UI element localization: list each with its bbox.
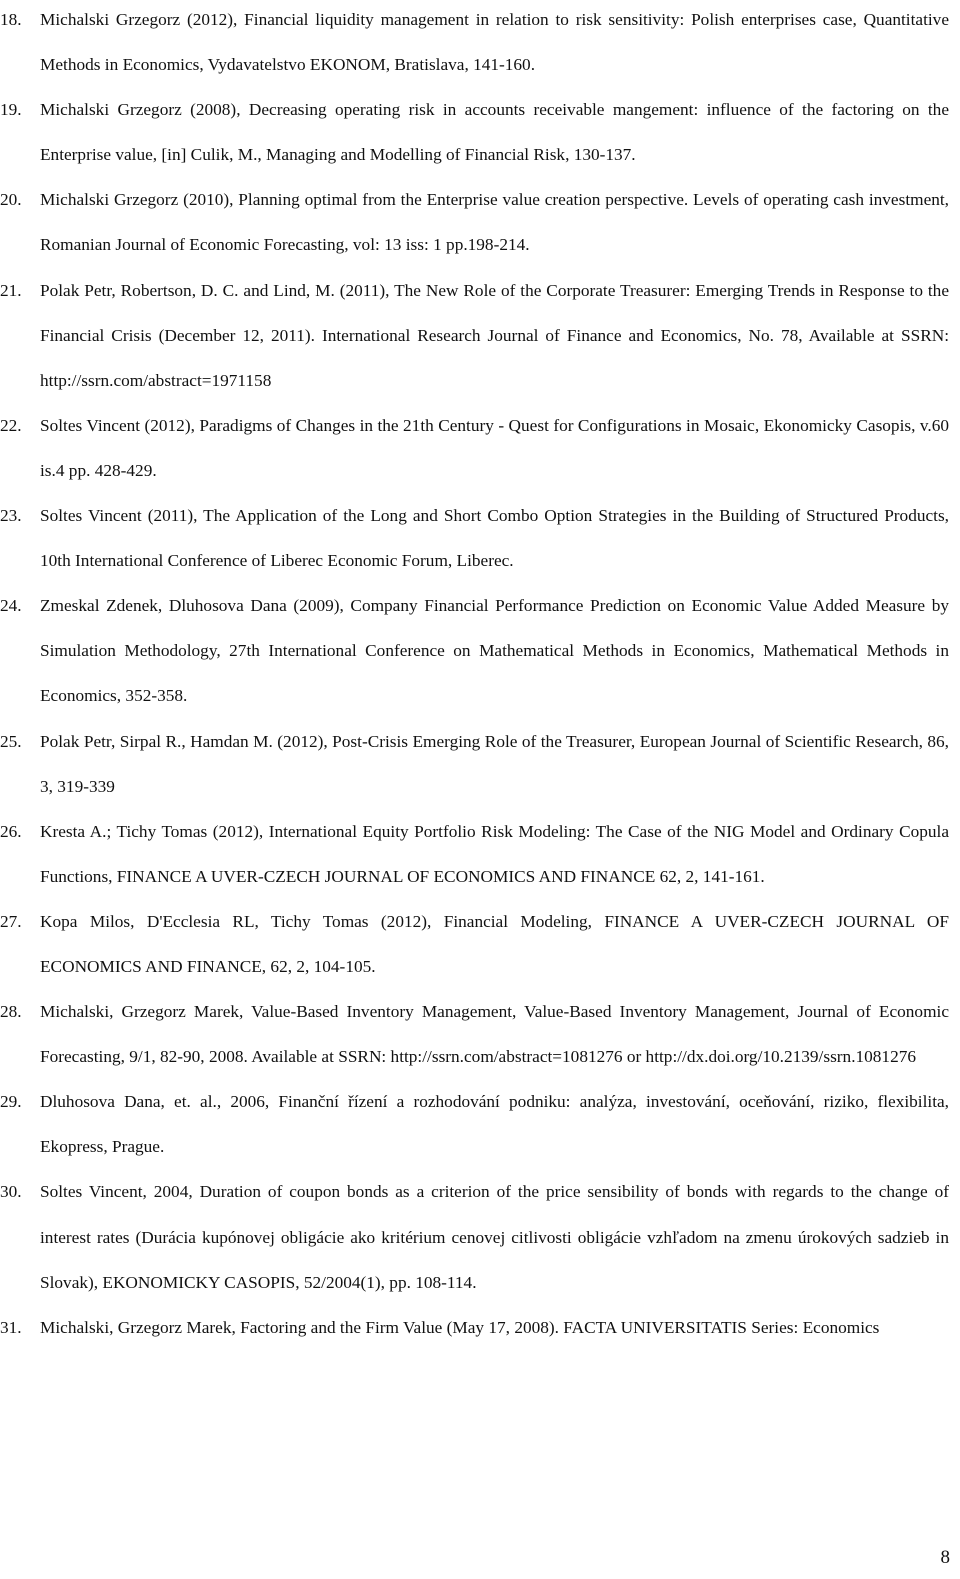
reference-text: Michalski, Grzegorz Marek, Factoring and the Firm Value (May 17, 2008). FACTA UNIVERSITATIS Series: Economics bbox=[40, 1317, 880, 1337]
reference-text: Polak Petr, Robertson, D. C. and Lind, M. (2011), The New Role of the Corporate Treasurer: Emerging Trends in Response to the Financial Crisis (December 12, 2011). International Research Journal of Finance and Economics, No. 78, Available at SSRN: http://ssrn.com/abstract=1971158 bbox=[40, 280, 949, 390]
reference-item bbox=[0, 0, 960, 87]
reference-number: 26. bbox=[0, 821, 22, 841]
reference-text: Polak Petr, Sirpal R., Hamdan M. (2012), Post-Crisis Emerging Role of the Treasurer, European Journal of Scientific Research, 86, 3, 319-339 bbox=[40, 731, 949, 796]
reference-text: Dluhosova Dana, et. al., 2006, Finanční řízení a rozhodování podniku: analýza, investování, oceňování, riziko, flexibilita, Ekopress, Prague. bbox=[40, 1092, 949, 1157]
reference-item bbox=[0, 1169, 960, 1304]
reference-text: Michalski Grzegorz (2012), Financial liquidity management in relation to risk sensitivity: Polish enterprises case, Quantitative Methods in Economics, Vydavatelstvo EKONOM, Bratislava, 141-160. bbox=[40, 10, 949, 75]
reference-text: Kresta A.; Tichy Tomas (2012), International Equity Portfolio Risk Modeling: The Case of the NIG Model and Ordinary Copula Functions, FINANCE A UVER-CZECH JOURNAL OF ECONOMICS AND FINANCE 62, 2, 141-161. bbox=[40, 821, 949, 886]
reference-number: 28. bbox=[0, 1002, 22, 1022]
reference-item bbox=[0, 583, 960, 718]
reference-item bbox=[0, 809, 960, 899]
reference-item bbox=[0, 989, 960, 1079]
reference-text: Soltes Vincent, 2004, Duration of coupon bonds as a criterion of the price sensibility of bonds with regards to the change of interest rates (Durácia kupónovej obligácie ako kritérium cenovej citlivosti obligácie vzhľadom na zmenu úrokových sadzieb in Slovak), EKONOMICKY CASOPIS, 52/2004(1), pp. 108-114. bbox=[40, 1182, 949, 1292]
reference-number: 29. bbox=[0, 1092, 22, 1112]
reference-number: 30. bbox=[0, 1182, 22, 1202]
reference-item bbox=[0, 899, 960, 989]
reference-number: 20. bbox=[0, 190, 22, 210]
reference-item bbox=[0, 719, 960, 809]
reference-number: 22. bbox=[0, 415, 22, 435]
reference-number: 18. bbox=[0, 10, 22, 29]
reference-number: 27. bbox=[0, 911, 22, 931]
reference-item bbox=[0, 177, 960, 267]
reference-number: 31. bbox=[0, 1317, 22, 1337]
reference-item bbox=[0, 493, 960, 583]
reference-item bbox=[0, 1079, 960, 1169]
reference-item bbox=[0, 87, 960, 177]
reference-number: 19. bbox=[0, 100, 22, 120]
reference-text: Soltes Vincent (2012), Paradigms of Changes in the 21th Century - Quest for Configurations in Mosaic, Ekonomicky Casopis, v.60 is.4 pp. 428-429. bbox=[40, 415, 949, 480]
reference-item bbox=[0, 268, 960, 403]
reference-text: Michalski Grzegorz (2008), Decreasing operating risk in accounts receivable mangement: influence of the factoring on the Enterprise value, [in] Culik, M., Managing and Modelling of Financial Risk, 130-137. bbox=[40, 100, 949, 165]
reference-text: Zmeskal Zdenek, Dluhosova Dana (2009), Company Financial Performance Prediction on Economic Value Added Measure by Simulation Methodology, 27th International Conference on Mathematical Methods in Economics, Mathematical Methods in Economics, 352-358. bbox=[40, 596, 949, 706]
reference-text: Soltes Vincent (2011), The Application of the Long and Short Combo Option Strategies in the Building of Structured Products, 10th International Conference of Liberec Economic Forum, Liberec. bbox=[40, 506, 949, 571]
reference-text: Michalski Grzegorz (2010), Planning optimal from the Enterprise value creation perspective. Levels of operating cash investment, Romanian Journal of Economic Forecasting, vol: 13 iss: 1 pp.198-214. bbox=[40, 190, 949, 255]
reference-text: Kopa Milos, D'Ecclesia RL, Tichy Tomas (2012), Financial Modeling, FINANCE A UVER-CZECH JOURNAL OF ECONOMICS AND FINANCE, 62, 2, 104-105. bbox=[40, 911, 949, 976]
reference-text: Michalski, Grzegorz Marek, Value-Based Inventory Management, Value-Based Inventory Management, Journal of Economic Forecasting, 9/1, 82-90, 2008. Available at SSRN: http://ssrn.com/abstract=1081276 or http://dx.doi.org/10.2139/ssrn.1081276 bbox=[40, 1002, 949, 1067]
reference-number: 23. bbox=[0, 506, 22, 526]
reference-number: 25. bbox=[0, 731, 22, 751]
reference-item bbox=[0, 403, 960, 493]
page-number: 8 bbox=[940, 1547, 950, 1568]
reference-number: 24. bbox=[0, 596, 22, 616]
reference-number: 21. bbox=[0, 280, 22, 300]
reference-item bbox=[0, 1305, 960, 1350]
